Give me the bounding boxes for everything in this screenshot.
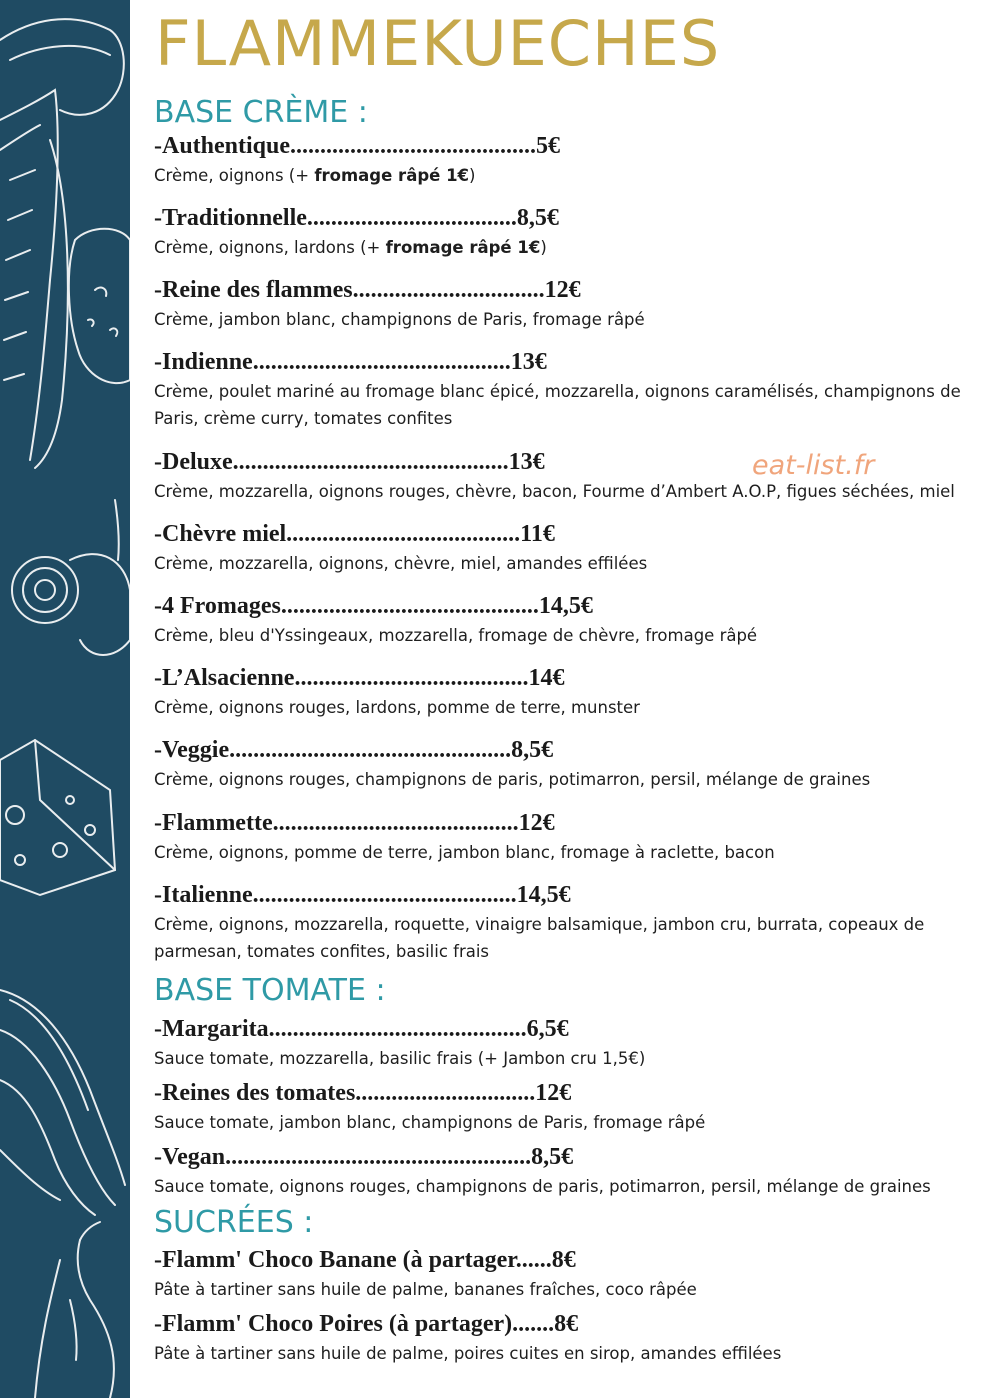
item-name-price: -Vegan...................................................8,5€	[154, 1144, 574, 1170]
menu-item-reines-des-tomates	[154, 1079, 984, 1136]
menu-item-italienne	[154, 881, 984, 965]
item-name-price: -Reines des tomates..............................12€	[154, 1080, 572, 1106]
section-heading-base-creme: BASE CRÈME :	[154, 95, 368, 130]
menu-item-flammette	[154, 809, 984, 866]
item-description: Sauce tomate, mozzarella, basilic frais (+ Jambon cru 1,5€)	[154, 1049, 646, 1068]
decorative-sidebar	[0, 0, 130, 1398]
item-description: Crème, oignons rouges, lardons, pomme de terre, munster	[154, 698, 640, 717]
item-name-price: -Italienne............................................14,5€	[154, 882, 571, 908]
page-title: FLAMMEKUECHES	[155, 7, 721, 80]
item-description: Crème, poulet mariné au fromage blanc épicé, mozzarella, oignons caramélisés, champignons de Paris, crème curry, tomates confites	[154, 382, 961, 428]
watermark-text: eat-list.fr	[752, 450, 875, 481]
menu-item-authentique	[154, 132, 984, 189]
item-description: Crème, mozzarella, oignons, chèvre, miel, amandes effilées	[154, 554, 648, 573]
item-description: Crème, bleu d'Yssingeaux, mozzarella, fromage de chèvre, fromage râpé	[154, 626, 758, 645]
menu-item-chevre-miel	[154, 520, 984, 577]
menu-item-4-fromages	[154, 592, 984, 649]
item-name-price: -Authentique.........................................5€	[154, 133, 561, 159]
section-heading-sucrees: SUCRÉES :	[154, 1205, 314, 1240]
menu-item-reine-des-flammes	[154, 276, 984, 333]
item-name-price: -Veggie...............................................8,5€	[154, 737, 554, 763]
item-description: Pâte à tartiner sans huile de palme, poires cuites en sirop, amandes effilées	[154, 1344, 782, 1363]
menu-item-veggie	[154, 736, 984, 793]
item-description: Crème, oignons rouges, champignons de paris, potimarron, persil, mélange de graines	[154, 770, 871, 789]
item-name-price: -Indienne...........................................13€	[154, 349, 547, 375]
item-name-price: -Deluxe..............................................13€	[154, 449, 545, 475]
item-description: Crème, oignons, pomme de terre, jambon blanc, fromage à raclette, bacon	[154, 843, 775, 862]
item-description: Sauce tomate, oignons rouges, champignons de paris, potimarron, persil, mélange de graines	[154, 1177, 931, 1196]
menu-item-flamm-choco-banane	[154, 1246, 984, 1303]
item-description: Crème, jambon blanc, champignons de Paris, fromage râpé	[154, 310, 645, 329]
item-description: Crème, oignons (+ fromage râpé 1€)	[154, 166, 476, 185]
item-description-bold: fromage râpé 1€	[314, 166, 470, 185]
item-description: Pâte à tartiner sans huile de palme, bananes fraîches, coco râpée	[154, 1280, 697, 1299]
item-name-price: -Reine des flammes................................12€	[154, 277, 581, 303]
menu-item-alsacienne	[154, 664, 984, 721]
vegetable-illustration	[0, 0, 130, 1398]
item-description: Sauce tomate, jambon blanc, champignons de Paris, fromage râpé	[154, 1113, 706, 1132]
item-description: Crème, oignons, mozzarella, roquette, vinaigre balsamique, jambon cru, burrata, copeaux de parmesan, tomates confites, basilic frais	[154, 915, 925, 961]
item-description-bold: fromage râpé 1€	[385, 238, 541, 257]
menu-item-flamm-choco-poires	[154, 1310, 984, 1367]
item-name-price: -Margarita...........................................6,5€	[154, 1016, 569, 1042]
menu-item-traditionnelle	[154, 204, 984, 261]
menu-item-vegan	[154, 1143, 984, 1200]
item-name-price: -L’Alsacienne.......................................14€	[154, 665, 565, 691]
menu-item-indienne	[154, 348, 984, 432]
section-heading-base-tomate: BASE TOMATE :	[154, 973, 386, 1008]
item-name-price: -Flamm' Choco Banane (à partager......8€	[154, 1247, 576, 1273]
item-name-price: -Flammette.........................................12€	[154, 810, 555, 836]
item-description: Crème, mozzarella, oignons rouges, chèvre, bacon, Fourme d’Ambert A.O.P, figues séchées, miel	[154, 482, 955, 501]
menu-item-margarita	[154, 1015, 984, 1072]
item-name-price: -Flamm' Choco Poires (à partager).......8€	[154, 1311, 579, 1337]
item-name-price: -Traditionnelle...................................8,5€	[154, 205, 559, 231]
item-description: Crème, oignons, lardons (+ fromage râpé 1€)	[154, 238, 547, 257]
item-name-price: -Chèvre miel.......................................11€	[154, 521, 555, 547]
item-name-price: -4 Fromages...........................................14,5€	[154, 593, 593, 619]
